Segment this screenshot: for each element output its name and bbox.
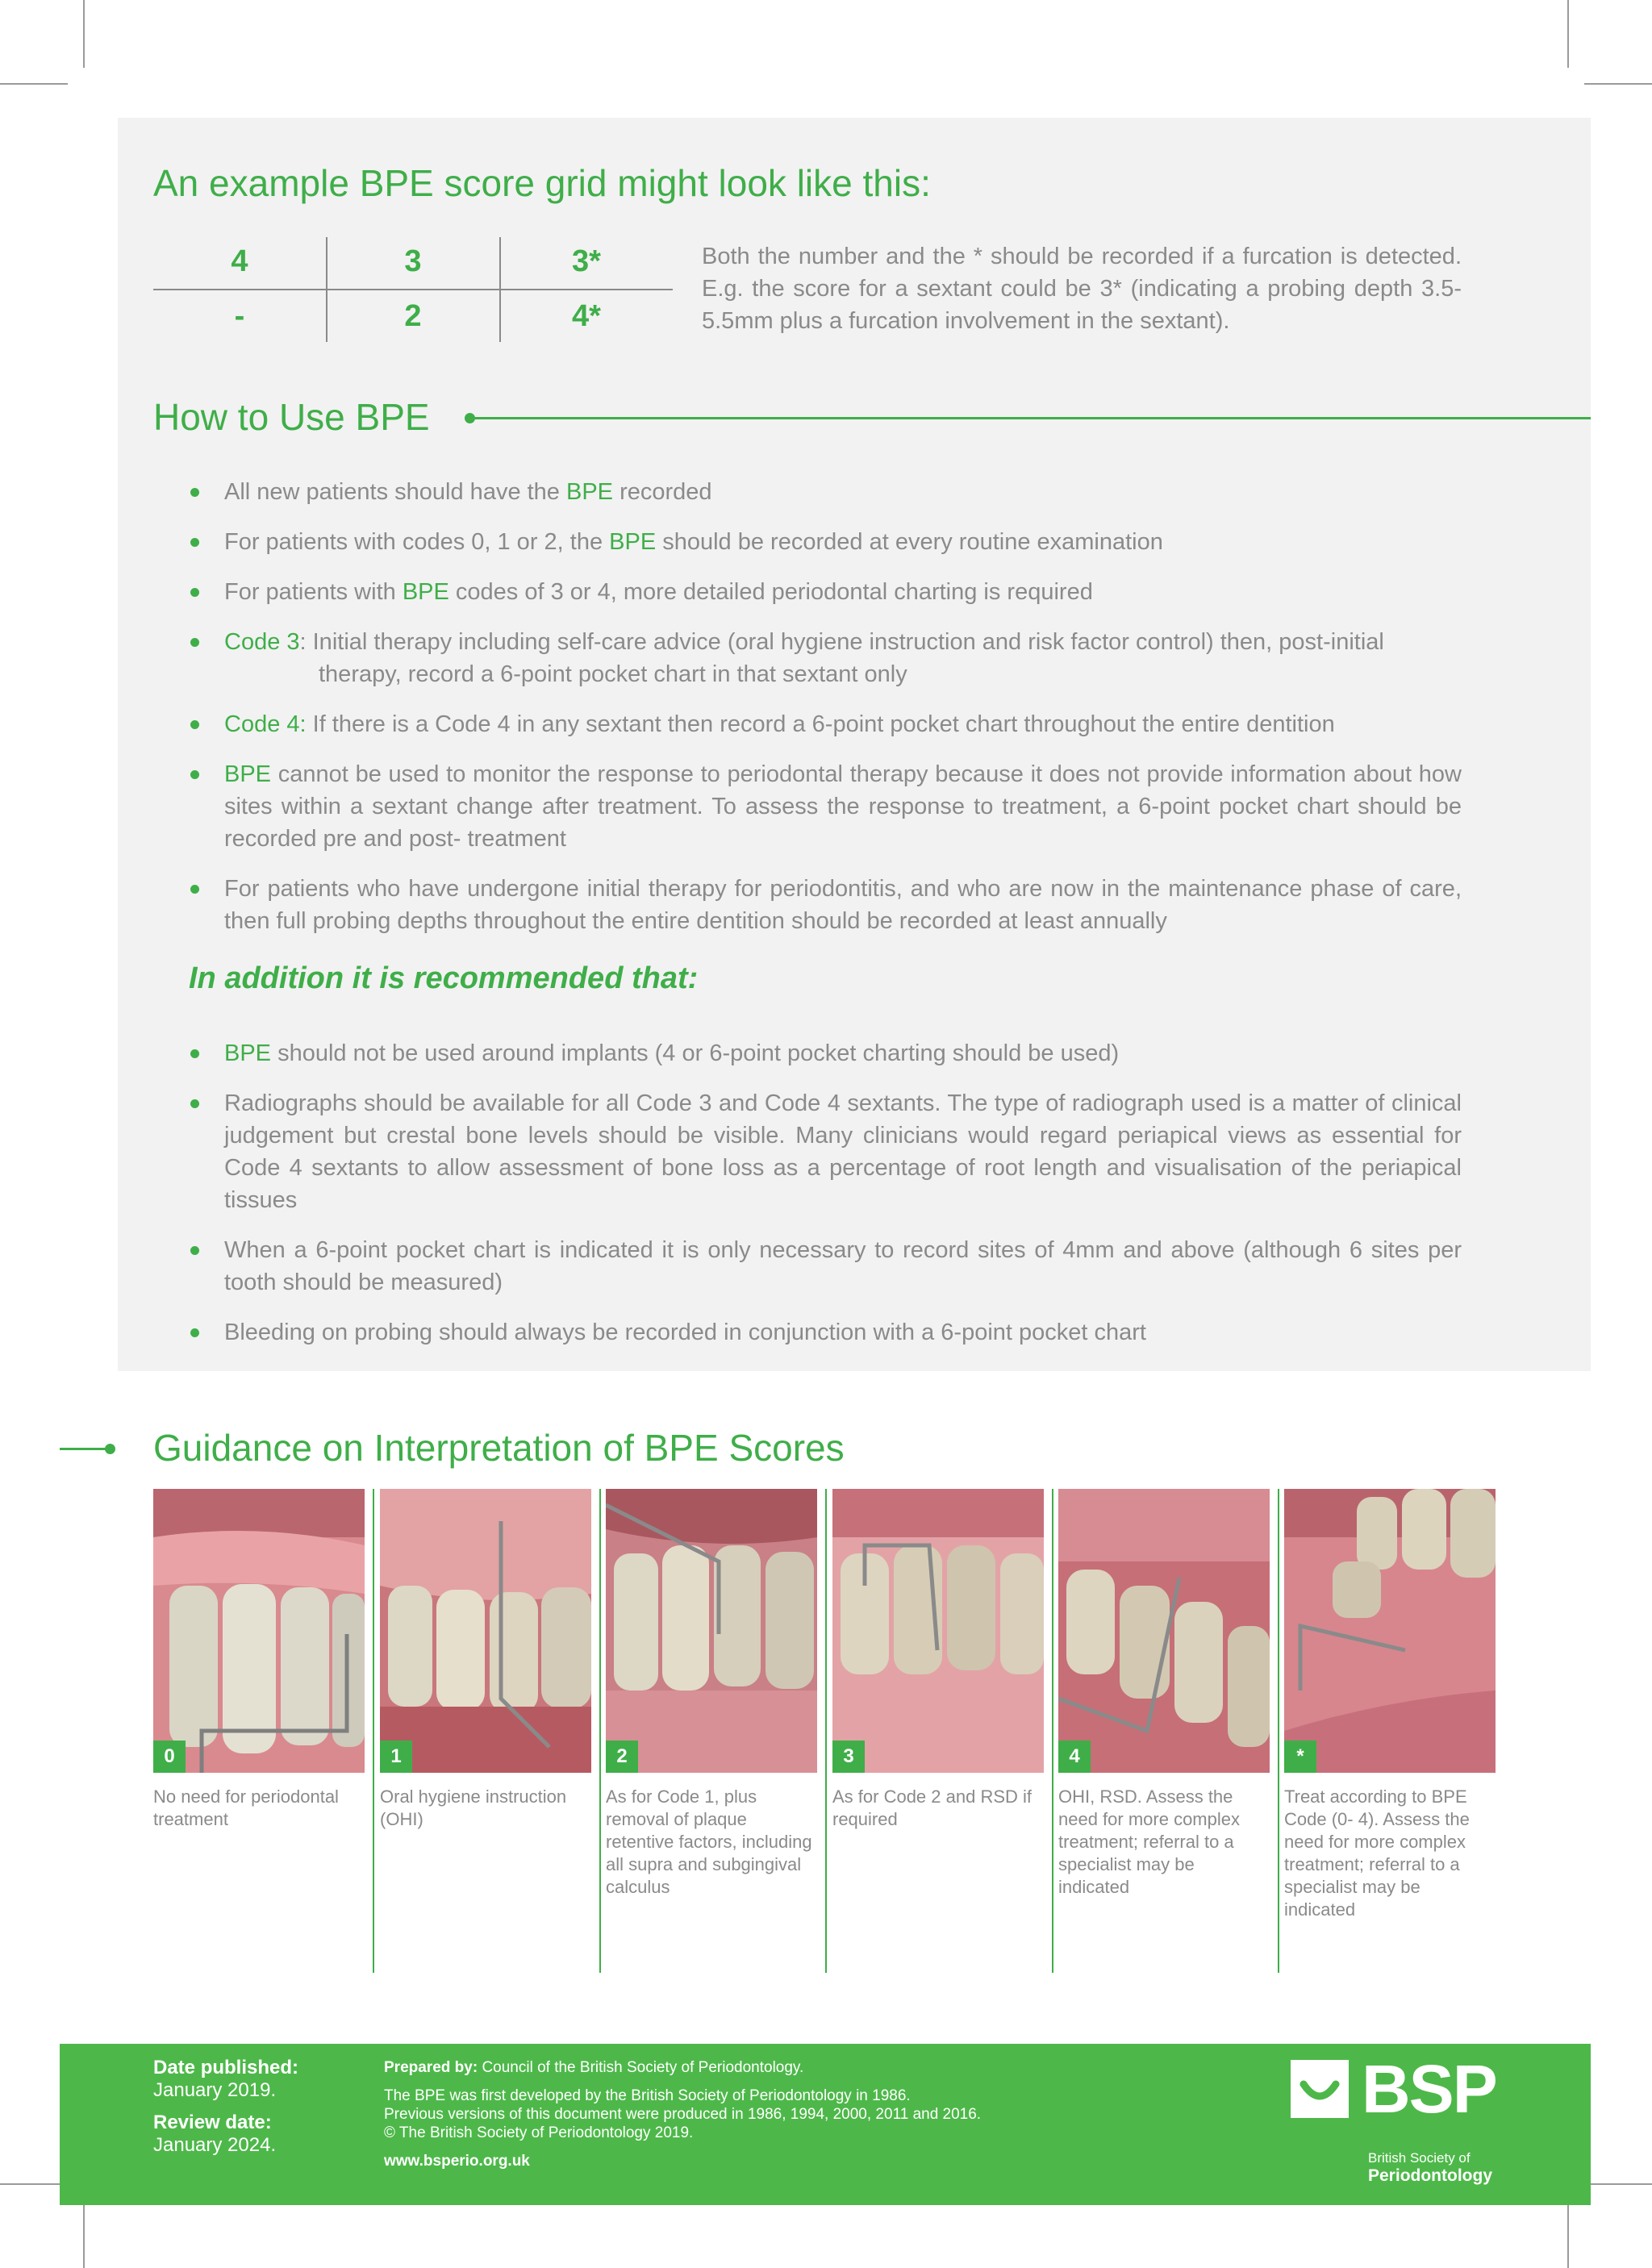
heading-rule [471,417,1591,419]
grid-divider [153,289,673,290]
bullet-icon [190,538,199,547]
code-caption: As for Code 1, plus removal of plaque retentive factors, including all supra and subgingival calculus [606,1786,812,1897]
crop-mark [83,2200,85,2268]
code-badge: 0 [153,1741,186,1773]
code-caption: Treat according to BPE Code (0- 4). Assess the need for more complex treatment; referral to a specialist may be indicated [1284,1786,1470,1920]
date-published-label: Date published: [153,2057,299,2078]
grid-cell: 3 [404,244,422,278]
code-caption: OHI, RSD. Assess the need for more complex treatment; referral to a specialist may be indicated [1058,1786,1240,1897]
crop-mark [1567,0,1569,68]
bullet-icon [190,1328,199,1337]
copyright: © The British Society of Periodontology 2019. [384,2124,694,2141]
bullet-icon [190,720,199,729]
bullet-icon [190,770,199,779]
history-line: Previous versions of this document were produced in 1986, 1994, 2000, 2011 and 2016. [384,2106,982,2123]
list-item: For patients with BPE codes of 3 or 4, more detailed periodontal charting is required [189,576,1462,608]
grid-cell: 2 [404,299,422,333]
recommended-list [189,1037,1462,1366]
grid-cell: 3* [572,244,601,278]
grid-cell: 4 [231,244,248,278]
list-item: When a 6-point pocket chart is indicated it is only necessary to record sites of 4mm and above (although 6 sites per tooth should be measured) [189,1234,1462,1299]
card-divider [1278,1489,1279,1973]
code-badge: 1 [380,1741,412,1773]
grid-note: Both the number and the * should be recorded if a furcation is detected. E.g. the score for a sextant could be 3* (indicating a probing depth 3.5-5.5mm plus a furcation involvement in the sextant). [702,244,1462,334]
footer-info [384,2058,1191,2170]
card-divider [373,1489,374,1973]
bullet-icon [190,1246,199,1255]
teeth-photo [606,1489,817,1773]
card-divider [599,1489,601,1973]
teeth-photo [1284,1489,1496,1773]
grid-heading: An example BPE score grid might look like this: [153,162,931,204]
crop-mark [1584,83,1652,85]
bullet-icon [190,638,199,647]
list-item: BPE cannot be used to monitor the response to periodontal therapy because it does not provide information about how sites within a sextant change after treatment. To assess the response to treatment, a 6-point pocket chart should be recorded pre and post- treatment [189,758,1462,855]
bsp-logo [1291,2051,1516,2189]
bullet-icon [190,1049,199,1058]
crop-mark [1584,2183,1652,2185]
teeth-photo [380,1489,591,1773]
code-card [606,1489,817,1973]
code-card [832,1489,1044,1973]
grid-cell: 4* [572,299,601,333]
footer [60,2044,1591,2205]
review-date-label: Review date: [153,2112,272,2133]
bullet-icon [190,488,199,497]
list-item: All new patients should have the BPE recorded [189,476,1462,508]
how-to-use-heading: How to Use BPE [153,396,430,438]
guidance-cards [153,1489,1489,1973]
bullet-icon [190,885,199,894]
card-divider [1052,1489,1053,1973]
crop-mark [1567,2200,1569,2268]
list-item: Code 3: Initial therapy including self-care advice (oral hygiene instruction and risk factor control) then, post-initial therapy, record a 6-point pocket chart in that sextant only [189,626,1462,690]
code-badge: 2 [606,1741,638,1773]
code-caption: As for Code 2 and RSD if required [832,1786,1032,1829]
teeth-photo [1058,1489,1270,1773]
smile-logo-icon [1291,2060,1349,2118]
teeth-photo [832,1489,1044,1773]
prepared-by: Prepared by: Council of the British Society of Periodontology. [384,2059,804,2076]
footer-dates [153,2057,339,2157]
code-badge: * [1284,1741,1316,1773]
list-item: For patients with codes 0, 1 or 2, the BPE should be recorded at every routine examination [189,526,1462,558]
code-badge: 4 [1058,1741,1091,1773]
teeth-photo [153,1489,365,1773]
bullet-icon [190,588,199,597]
code-caption: Oral hygiene instruction (OHI) [380,1786,567,1829]
heading-rule-dot [105,1444,115,1454]
crop-mark [0,2183,68,2185]
logo-wordmark: BSP [1362,2051,1496,2127]
code-card [380,1489,591,1973]
code-card [1284,1489,1496,1973]
list-item: Radiographs should be available for all Code 3 and Code 4 sextants. The type of radiograph used is a matter of clinical judgement but crestal bone levels should be visible. Many clinicians would regard periapical views as essential for Code 4 sextants to allow assessment of bone loss as a percentage of root length and visualisation of the periapical tissues [189,1087,1462,1216]
guidance-heading: Guidance on Interpretation of BPE Scores [153,1427,845,1469]
logo-subtitle: British Society of [1368,2150,1471,2166]
code-card [1058,1489,1270,1973]
code-caption: No need for periodontal treatment [153,1786,339,1829]
code-badge: 3 [832,1741,865,1773]
logo-subtitle: Periodontology [1368,2166,1492,2185]
website-link[interactable]: www.bsperio.org.uk [384,2153,530,2170]
list-item: Code 4: If there is a Code 4 in any sextant then record a 6-point pocket chart throughout the entire dentition [189,708,1462,740]
recommended-heading: In addition it is recommended that: [189,961,699,995]
bpe-score-grid [153,237,673,342]
history-line: The BPE was first developed by the British Society of Periodontology in 1986. [384,2087,911,2104]
list-item: For patients who have undergone initial therapy for periodontitis, and who are now in the maintenance phase of care, then full probing depths throughout the entire dentition should be recorded at least annually [189,873,1462,937]
code-card [153,1489,365,1973]
crop-mark [83,0,85,68]
grid-cell: - [234,299,245,333]
review-date-value: January 2024. [153,2134,277,2156]
card-divider [825,1489,827,1973]
date-published-value: January 2019. [153,2079,277,2101]
list-item: BPE should not be used around implants (4 or 6-point pocket charting should be used) [189,1037,1462,1069]
how-to-use-list [189,476,1462,955]
bullet-icon [190,1099,199,1108]
heading-rule [60,1448,110,1450]
crop-mark [0,83,68,85]
list-item: Bleeding on probing should always be recorded in conjunction with a 6-point pocket chart [189,1316,1462,1349]
